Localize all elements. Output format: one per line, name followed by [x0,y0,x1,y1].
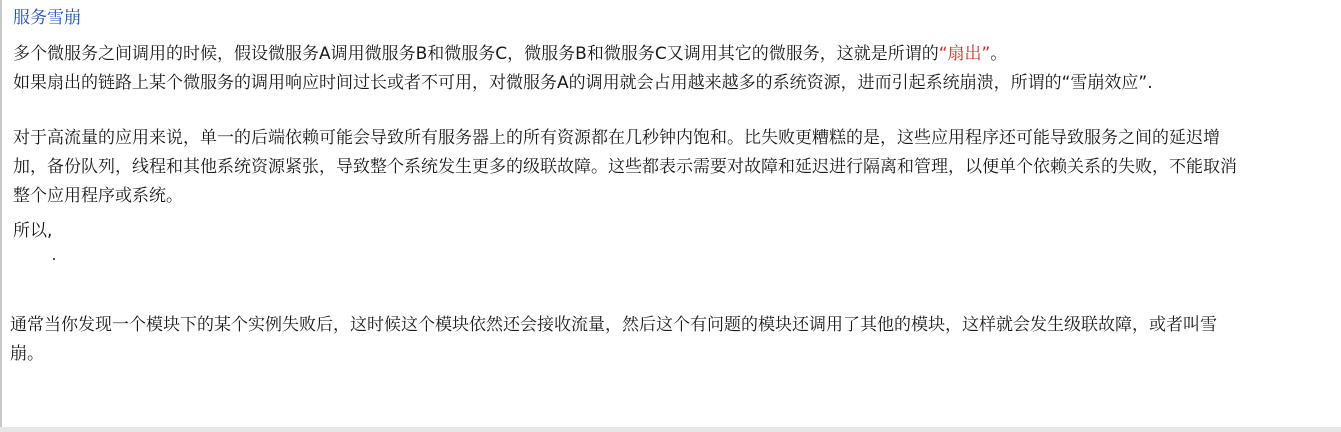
paragraph-fan-out-text: 多个微服务之间调用的时候，假设微服务A调用微服务B和微服务C，微服务B和微服务C又调用其它的微服务，这就是所谓的 [13,44,939,64]
horizontal-scroll-track[interactable] [0,427,1341,432]
paragraph-fan-out [13,40,1238,98]
paragraph-therefore: 所以, [13,221,53,241]
left-border [0,0,2,432]
paragraph-cascade-failure: 通常当你发现一个模块下的某个实例失败后，这时候这个模块依然还会接收流量，然后这个有问题的模块还调用了其他的模块，这样就会发生级联故障，或者叫雪崩。 [10,315,1217,364]
dot-mark [53,258,55,260]
empty-line [13,246,1238,288]
paragraph-avalanche-effect: 如果扇出的链路上某个微服务的调用响应时间过长或者不可用，对微服务A的调用就会占用越来越多的系统资源，进而引起系统崩溃，所谓的“雪崩效应”. [13,73,1153,93]
paragraph-high-traffic: 对于高流量的应用来说，单一的后端依赖可能会导致所有服务器上的所有资源都在几秒钟内饱和。比失败更糟糕的是，这些应用程序还可能导致服务之间的延迟增加，备份队列，线程和其他系统资源紧张，导致整个系统发生更多的级联故障。这些都表示需要对故障和延迟进行隔离和管理，以便单个依赖关系的失败，不能取消整个应用程序或系统。 [13,128,1237,206]
fan-out-highlight: “扇出” [938,44,991,64]
article-body [13,6,1238,288]
spacer [13,98,1238,124]
paragraph-fan-out-end: 。 [990,44,1008,64]
page-title: 服务雪崩 [13,8,81,28]
